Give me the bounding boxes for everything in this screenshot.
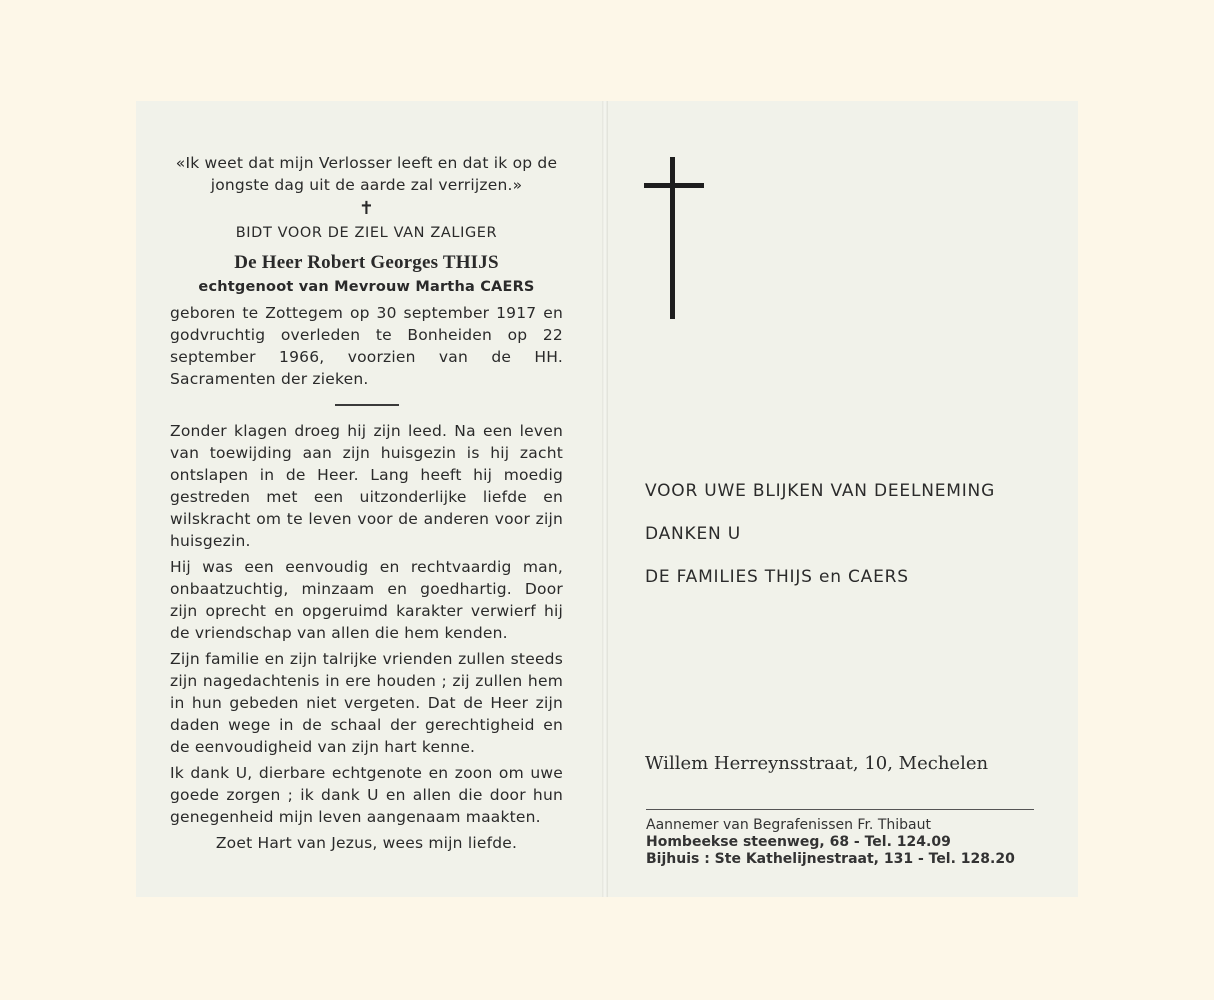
- address-rule: [646, 809, 1034, 810]
- thanks-line-3: DE FAMILIES THIJS en CAERS: [645, 567, 909, 587]
- divider: [335, 404, 399, 406]
- undertaker-line-2: Hombeekse steenweg, 68 - Tel. 124.09: [646, 834, 951, 850]
- thanks-line-1: VOOR UWE BLIJKEN VAN DEELNEMING: [645, 481, 996, 501]
- left-page: [170, 152, 563, 854]
- closing-prayer: Zoet Hart van Jezus, wees mijn liefde.: [215, 834, 518, 852]
- pray-line: BIDT VOOR DE ZIEL VAN ZALIGER: [235, 225, 498, 241]
- thanks-line-2: DANKEN U: [645, 524, 741, 544]
- deceased-name: De Heer Robert Georges THIJS: [234, 252, 499, 273]
- address: Willem Herreynsstraat, 10, Mechelen: [645, 753, 989, 774]
- undertaker-info: [646, 817, 1015, 868]
- memorial-card: [136, 101, 1078, 897]
- paragraph-3: Zijn familie en zijn talrijke vrienden zullen steeds zijn nagedachtenis in ere houden ; zij zullen hem in hun gebeden niet vergeten. Dat de Heer zijn daden wege in de schaal der gerechtigheid en de eenvoudigheid van zijn hart kenne.: [170, 650, 563, 756]
- paragraph-2: Hij was een eenvoudig en rechtvaardig man, onbaatzuchtig, minzaam en goedhartig. Door zijn oprecht en opgeruimd karakter verwierf hij de vriendschap van allen die hem kenden.: [170, 558, 563, 642]
- spouse-line: echtgenoot van Mevrouw Martha CAERS: [198, 279, 535, 295]
- undertaker-line-3: Bijhuis : Ste Kathelijnestraat, 131 - Tel. 128.20: [646, 851, 1015, 867]
- small-cross-icon: ✝: [358, 198, 375, 219]
- birth-death-text: geboren te Zottegem op 30 september 1917 en godvruchtig overleden te Bonheiden op 22 september 1966, voorzien van de HH. Sacramenten der zieken.: [170, 304, 563, 388]
- paragraph-1: Zonder klagen droeg hij zijn leed. Na een leven van toewijding aan zijn huisgezin is hij zacht ontslapen in de Heer. Lang heeft hij moedig gestreden met een uitzonderlijke liefde en wilskracht om te leven voor de anderen voor zijn huisgezin.: [170, 422, 563, 550]
- bible-quote: «Ik weet dat mijn Verlosser leeft en dat ik op de jongste dag uit de aarde zal verrijzen.»: [175, 154, 558, 194]
- cross-icon: [644, 157, 704, 319]
- card-fold: [602, 101, 608, 897]
- paragraph-4: Ik dank U, dierbare echtgenote en zoon om uwe goede zorgen ; ik dank U en allen die door hun genegenheid mijn leven aangenaam maakten.: [170, 764, 563, 826]
- undertaker-line-1: Aannemer van Begrafenissen Fr. Thibaut: [646, 817, 931, 833]
